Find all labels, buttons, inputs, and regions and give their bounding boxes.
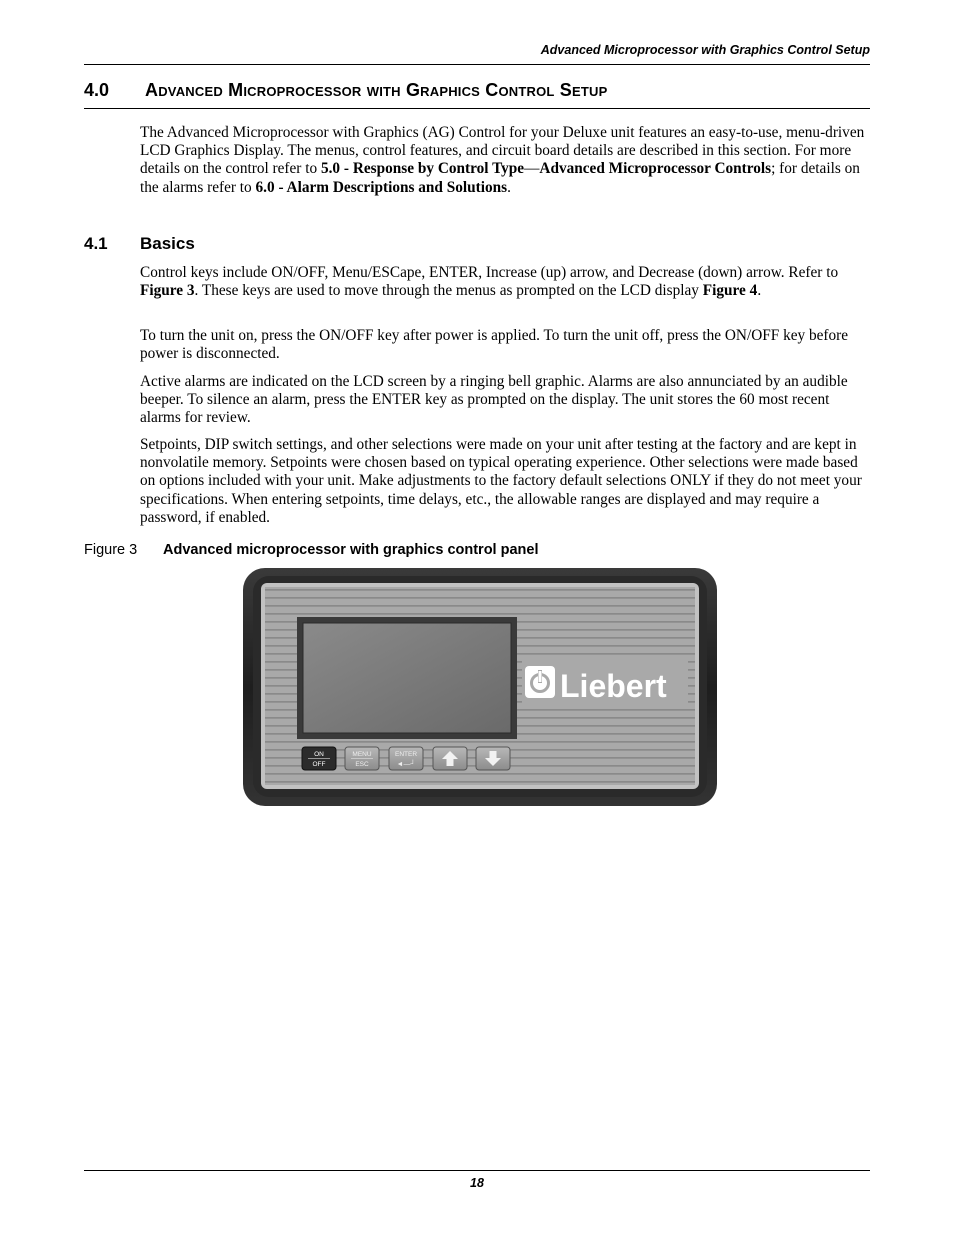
enter-key[interactable] [389,747,423,770]
svg-text:MENU: MENU [352,751,372,758]
basics-paragraph-4: Setpoints, DIP switch settings, and other selections were made on your unit after testing at the factory and are kept in nonvolatile memory. Setpoints were chosen based on typical operating experience. Other selections were made based on options included with your unit. Make adjustments to the factory default selections ONLY if they do not meet your specifications. When entering setpoints, time delays, etc., the allowable ranges are displayed and may require a password, if enabled. [140,436,862,526]
control-panel-figure [242,567,718,807]
svg-text:◄—┘: ◄—┘ [396,761,416,768]
brand-name: Liebert [560,668,667,704]
xref-advanced-controls[interactable]: Advanced Microprocessor Controls [539,160,772,178]
xref-alarm-descriptions[interactable]: 6.0 - Alarm Descriptions and Solutions [255,178,508,196]
xref-control-type[interactable]: 5.0 - Response by Control Type [320,160,525,178]
page-number: 18 [470,1176,484,1190]
lcd-screen [303,623,511,733]
xref-figure-3[interactable]: Figure 3 [140,282,195,300]
on-off-key[interactable] [302,747,336,770]
menu-esc-key[interactable] [345,747,379,770]
up-arrow-key[interactable] [433,747,467,770]
svg-text:ON: ON [314,751,324,758]
basics-paragraph-3: Active alarms are indicated on the LCD screen by a ringing bell graphic. Alarms are also annunciated by an audible beeper. To silence an alarm, press the ENTER key as prompted on the display. The unit stores the 60 most recent alarms for review. [140,373,848,427]
section-number: 4.0 [84,80,110,100]
subsection-heading [84,234,195,254]
svg-text:ENTER: ENTER [394,751,418,758]
running-header: Advanced Microprocessor with Graphics Control Setup [540,43,870,57]
subsection-number: 4.1 [84,234,108,253]
footer-rule [84,1170,870,1171]
xref-figure-4[interactable]: Figure 4 [702,282,758,300]
basics-paragraph-2: To turn the unit on, press the ON/OFF key after power is applied. To turn the unit off, press the ON/OFF key before power is disconnected. [140,327,849,363]
subsection-title: Basics [140,234,195,253]
header-rule [84,64,870,65]
section-heading [84,80,870,101]
figure-caption: Figure 3 Advanced microprocessor with graphics control panel [84,542,539,558]
svg-text:ESC: ESC [355,761,369,768]
control-panel-image [242,567,718,807]
intro-paragraph: The Advanced Microprocessor with Graphics (AG) Control for your Deluxe unit features an easy-to-use, menu-driven LCD Graphics Display. The menus, control features, and circuit board details are described in this section. For more details on the control refer to 5.0 - Response by Control Type—Advanced Microprocessor Controls; for details on the alarms refer to 6.0 - Alarm Descriptions and Solutions. [140,124,865,196]
section-title: Advanced Microprocessor with Graphics Control Setup [145,80,608,100]
basics-paragraph-1: Control keys include ON/OFF, Menu/ESCape, ENTER, Increase (up) arrow, and Decrease (down) arrow. Refer to Figure 3. These keys are used to move through the menus as prompted on the LCD display Figure 4. [140,264,839,300]
down-arrow-key[interactable] [476,747,510,770]
section-rule [84,108,870,109]
svg-text:OFF: OFF [312,761,326,768]
